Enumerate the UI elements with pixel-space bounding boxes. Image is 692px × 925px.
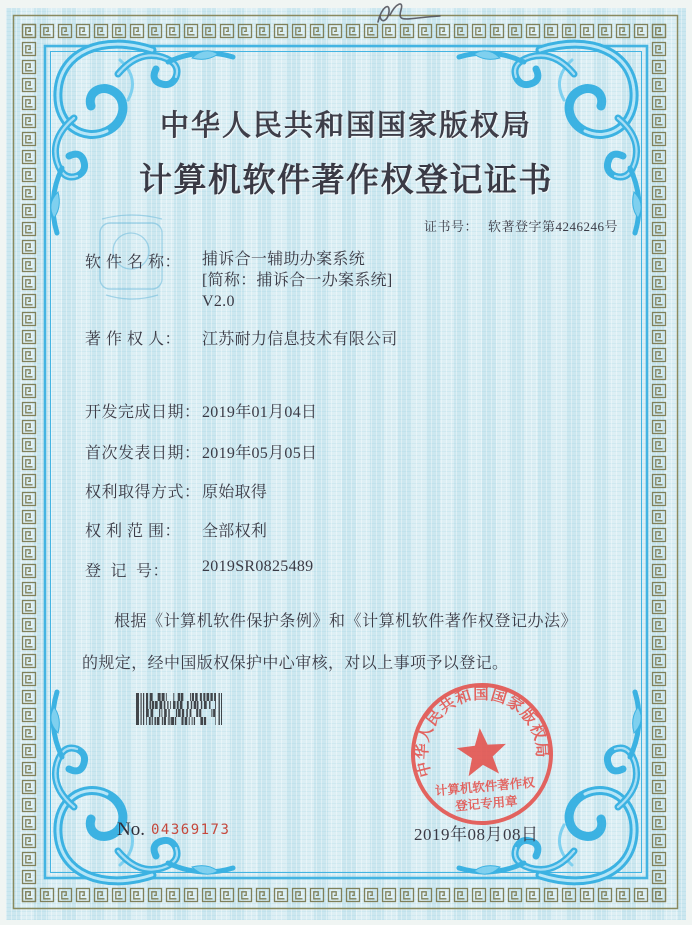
field-label: 权 利 范 围： — [85, 523, 182, 540]
field-registration-no — [85, 558, 313, 581]
certificate-number-value: 软著登字第4246246号 — [488, 219, 619, 234]
field-value: 全部权利 — [202, 523, 268, 540]
field-label: 首次发表日期： — [85, 445, 201, 462]
certificate-number — [424, 216, 618, 235]
field-label: 软 件 名 称： — [85, 254, 182, 271]
field-value: 原始取得 — [202, 484, 268, 501]
field-dev-complete-date — [85, 399, 317, 422]
field-value: 2019年05月05日 — [202, 445, 318, 462]
handwriting-mark — [368, 0, 448, 32]
software-name-line2: [简称：捕诉合一办案系统] — [202, 272, 393, 289]
field-label: 著 作 权 人： — [85, 331, 182, 348]
stamp-date: 2019年08月08日 — [414, 825, 539, 844]
field-rights-acquisition — [85, 479, 267, 502]
certificate-title: 计算机软件著作权登记证书 — [139, 163, 553, 199]
serial-prefix: No. — [117, 819, 145, 840]
field-value: 2019年01月04日 — [202, 404, 318, 421]
field-label: 权利取得方式： — [85, 484, 201, 501]
serial-number — [117, 819, 230, 841]
field-label: 登 记 号： — [85, 563, 170, 580]
field-first-publish-date — [85, 440, 317, 463]
software-name-line3: V2.0 — [202, 293, 235, 310]
meander-band-bottom — [20, 886, 668, 904]
meander-band-top — [20, 22, 668, 40]
field-rights-scope — [85, 518, 267, 541]
field-label: 开发完成日期： — [85, 404, 201, 421]
seal-text-line1: 计算机软件著作权 — [434, 775, 536, 799]
field-value: 江苏耐力信息技术有限公司 — [202, 331, 398, 348]
barcode — [136, 693, 222, 725]
registration-statement: 根据《计算机软件保护条例》和《计算机软件著作权登记办法》的规定，经中国版权保护中心审核，对以上事项予以登记。 — [82, 613, 569, 672]
seal-text-line2: 登记专用章 — [454, 794, 519, 814]
seal-ring-text: 中华人民共和国国家版权局 — [413, 686, 551, 779]
software-name-line1: 捕诉合一辅助办案系统 — [202, 251, 366, 268]
issuer-title: 中华人民共和国国家版权局 — [159, 110, 532, 142]
official-seal — [405, 677, 559, 831]
serial-digits: 04369173 — [150, 822, 231, 838]
seal-star-icon — [455, 726, 508, 777]
field-value: 2019SR0825489 — [202, 558, 314, 575]
field-software-name — [85, 249, 393, 312]
field-copyright-owner — [85, 326, 398, 349]
certificate-number-label: 证书号： — [424, 219, 479, 234]
